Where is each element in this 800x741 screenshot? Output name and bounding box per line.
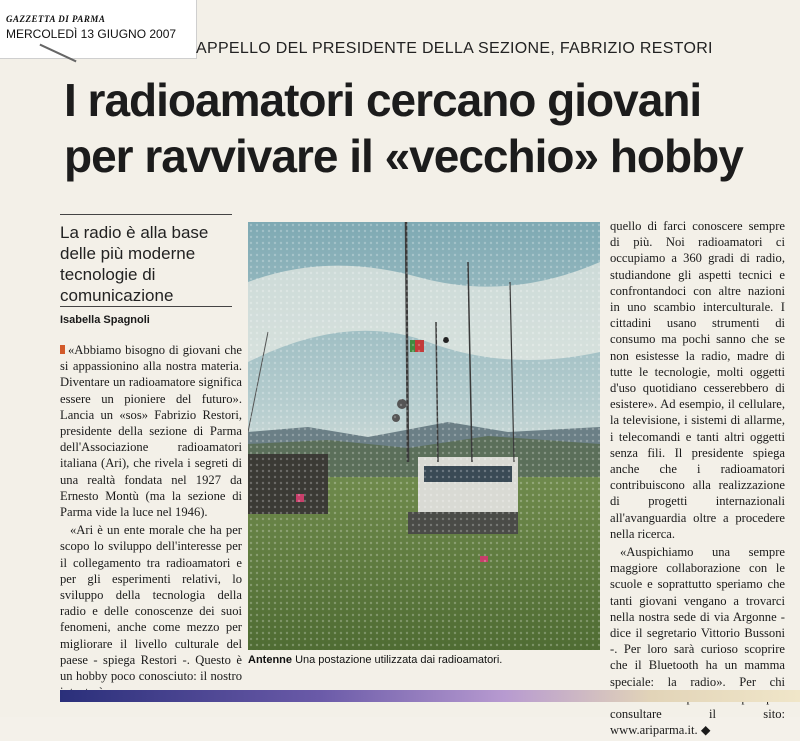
paragraph: «Auspichiamo una sempre maggiore collaborazione con le scuole e soprattutto speriamo che tanti giovani vengano a trovarci nella nostra sede di via Argonne - dice il segretario Vittorio Bussoni -. Per loro sarà curioso scoprire che il Bluetooth ha un mamma speciale: la radio». Per chi consultare il sito: www.ariparma.it. [610, 545, 785, 738]
issue-date: MERCOLEDÌ 13 GIUGNO 2007 [6, 27, 177, 41]
divider [60, 306, 232, 307]
headline-line-1: I radioamatori cercano giovani [64, 74, 702, 126]
article-headline [64, 72, 743, 184]
paragraph: «Ari è un ente morale che ha per scopo lo sviluppo dell'interesse per il collegamento tra radioamatori e per gli esperimenti relativi, lo sviluppo della tecnologia della radio e delle conoscenze dei suoi fenomeni, anche come mezzo per migliorare il livello culturale del paese - spiega Restori -. Questo è un hobby poco conosciuto: il nostro [60, 523, 242, 684]
article-kicker: APPELLO DEL PRESIDENTE DELLA SEZIONE, FABRIZIO RESTORI [196, 40, 713, 57]
caption-text: Una postazione utilizzata dai radioamatori. [295, 654, 503, 666]
paragraph: «Abbiamo bisogno di giovani che si appassionino alla nostra materia. Diventare un radioamatore significa essere un pioniere del futuro». Lancia un «sos» Fabrizio Restori, presidente della sezione di Parma dell'Associazione radioamatori italiana (Ari), che rivela i segreti di una realtà fondata nel 1927 da Ernesto Montù (ma la sezione di Parma vide la luce nel 1946). [60, 343, 242, 520]
text-column-1 [60, 342, 242, 702]
article-author: Isabella Spagnoli [60, 314, 150, 326]
caption-label: Antenne [248, 654, 292, 666]
photo-caption [248, 654, 608, 666]
article-subhead: La radio è alla base delle più moderne tecnologie di comunicazione [60, 223, 209, 305]
paragraph: quello di farci conoscere sempre di più. Noi radioamatori ci occupiamo a 360 gradi di radio, studiandone gli aspetti tecnici e confrontandoci con altre nazioni in uno scambio interculturale. I cittadini usano strumenti di consumo ma pochi sanno che se non esistesse la radio, madre di tutte le tecnologie, molti oggetti d'uso quotidiano cesserebbero di esistere». Ad esempio, il cellulare, la televisione, i sistemi di allarme, i telecomandi e tanti altri oggetti senza fili. Il presidente spiega anche che i radioamatori contribuiscono alla realizzazione di progetti internazionali all'avanguardia oltre a procedere nella ricerca. [610, 219, 785, 541]
bottom-color-band [60, 690, 800, 702]
article-photo [248, 222, 600, 650]
paragraph-marker-icon [60, 345, 65, 354]
text-column-3 [610, 218, 785, 741]
end-mark-icon: ◆ [700, 723, 711, 738]
newspaper-label [0, 0, 197, 59]
newspaper-name: GAZZETTA DI PARMA [6, 14, 106, 24]
divider [60, 214, 232, 215]
headline-line-2: per ravvivare il «vecchio» hobby [64, 130, 743, 182]
